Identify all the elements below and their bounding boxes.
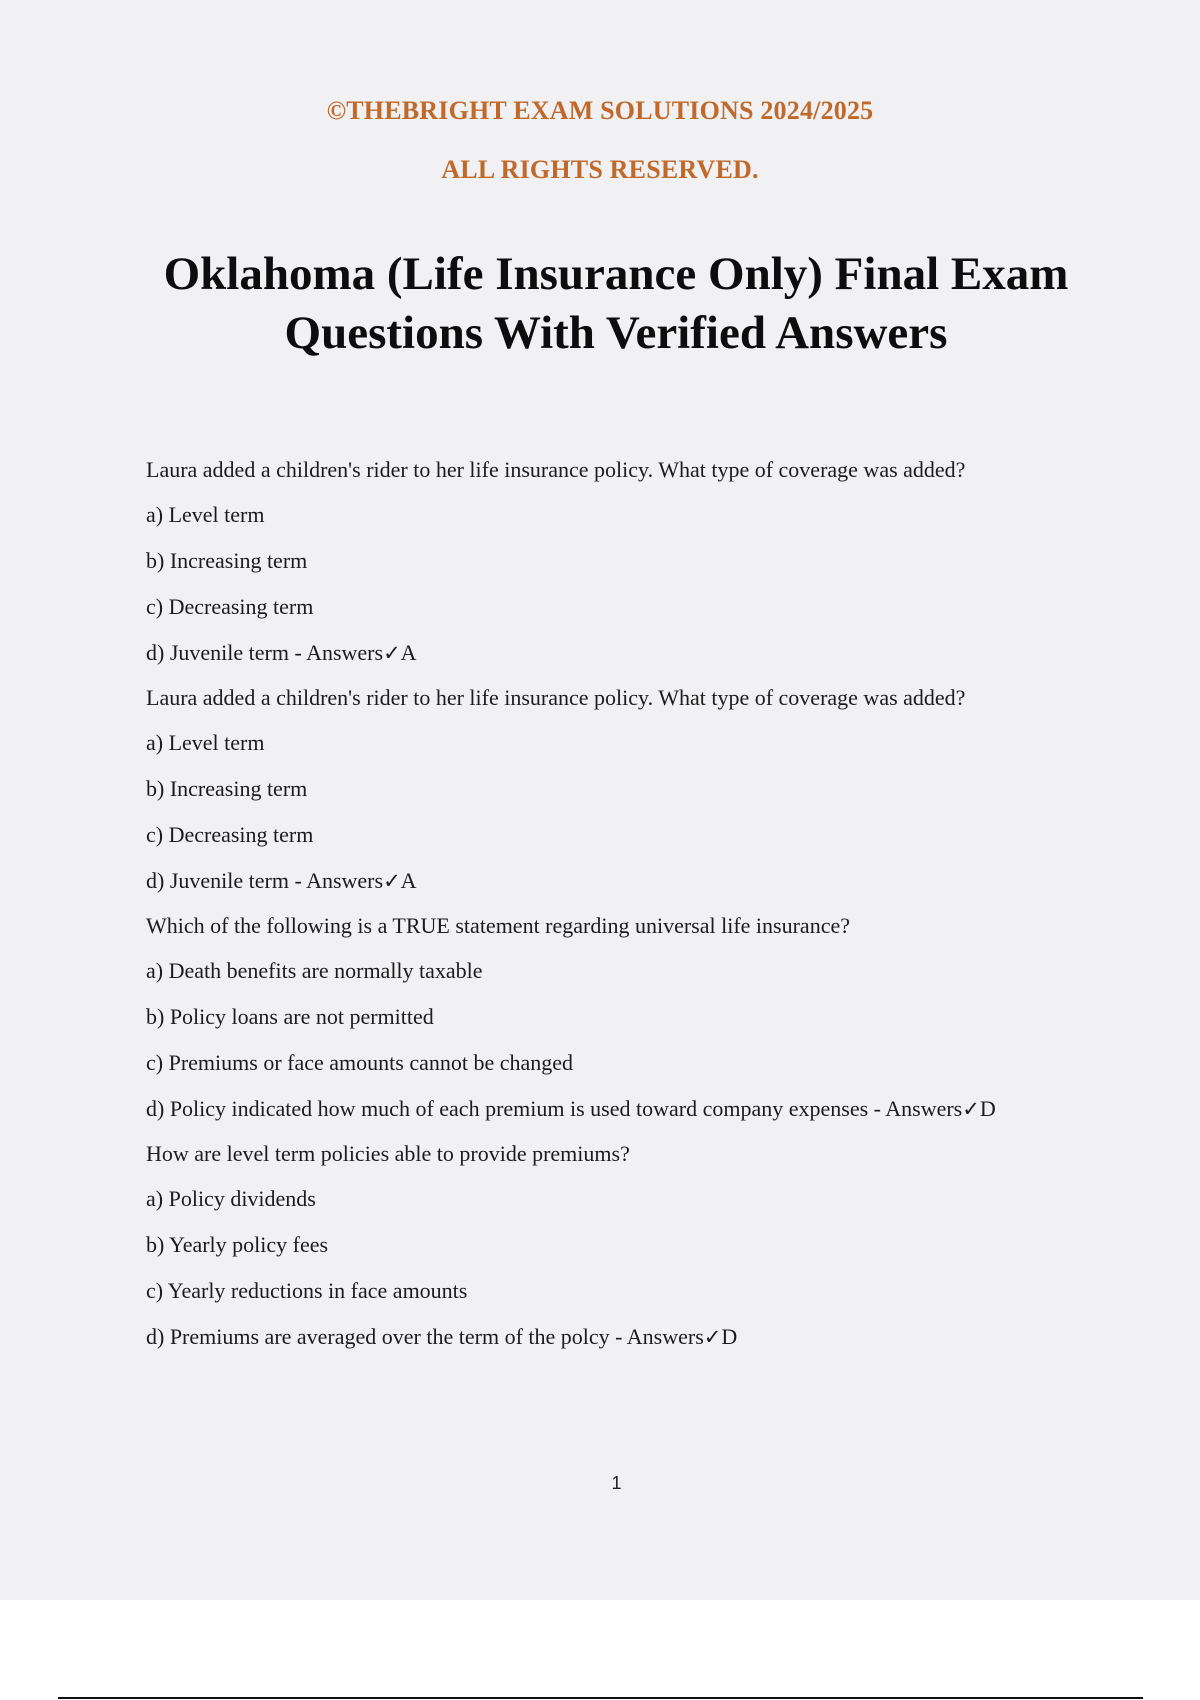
answer-letter: D bbox=[979, 1096, 996, 1121]
title-line-1: Oklahoma (Life Insurance Only) Final Exam bbox=[163, 248, 1069, 300]
checkmark-icon: ✓ bbox=[703, 1325, 722, 1349]
answer-letter: D bbox=[721, 1324, 738, 1349]
checkmark-icon: ✓ bbox=[962, 1097, 980, 1121]
question-text: How are level term policies able to provide premiums? bbox=[146, 1141, 630, 1166]
option-a: a) Death benefits are normally taxable bbox=[146, 958, 483, 983]
question-block bbox=[146, 456, 1146, 667]
option-d: d) Policy indicated how much of each premium is used toward company expenses - Answers bbox=[146, 1096, 963, 1121]
page-number: 1 bbox=[611, 1473, 622, 1493]
option-d: d) Premiums are averaged over the term of the polcy - Answers bbox=[146, 1324, 704, 1349]
option-b: b) Increasing term bbox=[146, 548, 308, 573]
document-title bbox=[60, 245, 1172, 363]
option-d-with-answer bbox=[146, 1323, 1146, 1351]
option-d-with-answer bbox=[146, 639, 1146, 667]
option-c: c) Premiums or face amounts cannot be changed bbox=[146, 1050, 574, 1075]
question-text: Laura added a children's rider to her life insurance policy. What type of coverage was added? bbox=[146, 685, 966, 710]
question-text: Which of the following is a TRUE statement regarding universal life insurance? bbox=[146, 913, 850, 938]
option-c: c) Decreasing term bbox=[146, 822, 314, 847]
option-d: d) Juvenile term - Answers bbox=[146, 640, 384, 665]
option-b: b) Yearly policy fees bbox=[146, 1232, 329, 1257]
option-d-with-answer bbox=[146, 1095, 1146, 1123]
option-c: c) Decreasing term bbox=[146, 594, 314, 619]
option-b: b) Increasing term bbox=[146, 776, 308, 801]
footer-divider bbox=[58, 1697, 1143, 1699]
question-block bbox=[146, 1140, 1146, 1351]
title-line-2: Questions With Verified Answers bbox=[284, 307, 948, 359]
option-b: b) Policy loans are not permitted bbox=[146, 1004, 434, 1029]
question-block bbox=[146, 912, 1146, 1123]
answer-letter: A bbox=[400, 868, 417, 893]
option-a: a) Level term bbox=[146, 502, 265, 527]
option-d: d) Juvenile term - Answers bbox=[146, 868, 384, 893]
checkmark-icon: ✓ bbox=[383, 641, 401, 665]
rights-reserved-header: ALL RIGHTS RESERVED. bbox=[441, 155, 759, 184]
option-d-with-answer bbox=[146, 867, 1146, 895]
checkmark-icon: ✓ bbox=[383, 869, 401, 893]
question-block bbox=[146, 684, 1146, 895]
option-a: a) Policy dividends bbox=[146, 1186, 316, 1211]
option-a: a) Level term bbox=[146, 730, 265, 755]
copyright-header: ©THEBRIGHT EXAM SOLUTIONS 2024/2025 bbox=[326, 96, 874, 125]
question-list bbox=[146, 456, 1146, 1368]
answer-letter: A bbox=[400, 640, 417, 665]
question-text: Laura added a children's rider to her life insurance policy. What type of coverage was added? bbox=[146, 457, 966, 482]
option-c: c) Yearly reductions in face amounts bbox=[146, 1278, 468, 1303]
